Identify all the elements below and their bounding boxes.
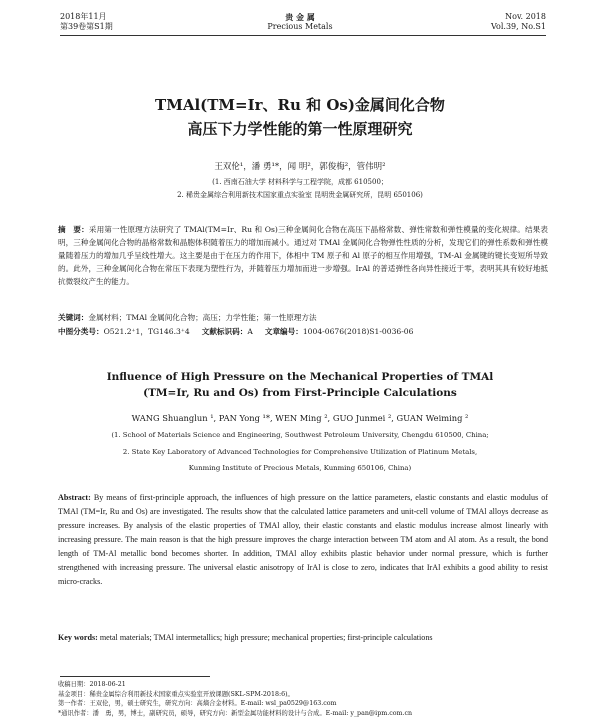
affiliation-cn-1: (1. 西南石油大学 材料科学与工程学院，成都 610500； [212,178,388,186]
journal-name-cn: 贵 金 属 [285,12,315,22]
abstract-cn [58,223,548,288]
abstract-en-text: By means of first-principle approach, the influences of high pressure on the lattice parameters, elastic constants and elastic modulus of TMAl (TM=Ir, Ru and Os) are investigated. The results show that the calculated lattice parameters and unit-cell volume of TMAl alloys decrease as pressure increases. By analysis of the elastic properties of TMAl alloy, their elastic constants and elastic modulus increase almost linearly with increasing pressure. The main reason is that the high pressure improves the charge interaction between TM atom and Al atom. As a result, the bond length of TM-Al metallic bond becomes shorter. In addition, TMAl alloy exhibits plastic behavior under normal pressure, which is further strengthened with increasing pressure. The universal elastic anisotropy of IrAl is close to zero, indicates that IrAl exhibits a good ability to resist micro-cracks. [58,493,548,586]
article-no-label: 文章编号： [264,327,303,336]
keywords-en-label: Key words: [58,633,98,642]
title-en-line2: (TM=Ir, Ru and Os) from First-Principle Calculations [143,387,457,399]
header-rule [60,35,546,36]
abstract-en-label: Abstract: [58,493,91,502]
header-date: 2018年11月 [60,12,107,21]
keywords-cn [58,311,548,324]
title-cn-line2: 高压下力学性能的第一性原理研究 [187,120,413,138]
footnote-received: 收稿日期：2018-06-21 [58,681,126,688]
header-date-en: Nov. 2018 [505,12,546,21]
header-volume: 第39卷第S1期 [60,22,113,31]
keywords-en-text: metal materials; TMAl intermetallics; high pressure; mechanical properties; first-principle calculations [99,633,433,642]
title-cn-line1: TMAl(TM=Ir、Ru 和 Os)金属间化合物 [155,96,445,114]
abstract-en [58,491,548,589]
classification-cn [58,325,548,338]
keywords-cn-text: 金属材料；TMAl 金属间化合物；高压；力学性能；第一性原理方法 [88,313,317,322]
title-en-line1: Influence of High Pressure on the Mechanical Properties of TMAl [106,371,494,383]
keywords-en [58,631,548,645]
footnote-rule [60,676,210,677]
doc-code-value: A [247,327,253,336]
clc-value: O521.2⁺1，TG146.3⁺4 [103,327,190,336]
journal-name-en: Precious Metals [267,22,333,31]
doc-code-label: 文献标识码： [201,327,248,336]
header-right [491,12,546,32]
affiliation-en-3: Kunming Institute of Precious Metals, Kunming 650106, China) [188,464,412,472]
article-no-value: 1004-0676(2018)S1-0036-06 [302,327,414,336]
affiliation-cn-2: 2. 稀贵金属综合利用新技术国家重点实验室 昆明贵金属研究所，昆明 650106) [177,191,423,199]
footnote-corresponding-author: *通讯作者：潘 勇，男，博士，副研究员，硕导，研究方向：新型金属功能材料的设计与合成。E-mail: y_pan@ipm.com.cn [58,709,413,717]
authors-cn: 王双伦¹，潘 勇¹*，闻 明²，郭俊梅²，管伟明² [214,162,386,172]
clc-label: 中图分类号： [58,327,104,336]
footnote-first-author: 第一作者：王双伦，男，硕士研究生，研究方向：高熵合金材料。E-mail: wsl_pa0529@163.com [58,700,337,707]
affiliation-en-2: 2. State Key Laboratory of Advanced Technologies for Comprehensive Utilization of Platinum Metals, [122,448,478,456]
abstract-cn-label: 摘 要： [58,225,89,234]
header-volume-en: Vol.39, No.S1 [490,22,546,31]
affiliation-en-1: (1. School of Materials Science and Engineering, Southwest Petroleum University, Chengdu 610500, China; [111,431,489,439]
authors-en: WANG Shuanglun ¹, PAN Yong ¹*, WEN Ming ², GUO Junmei ², GUAN Weiming ² [131,413,469,423]
footnotes [58,680,548,718]
footnote-funding: 基金项目：稀贵金属综合利用新技术国家重点实验室开放课题(SKL-SPM-2018:6)。 [58,690,294,698]
abstract-cn-text: 采用第一性原理方法研究了 TMAl(TM=Ir、Ru 和 Os)三种金属间化合物在高压下晶格常数、弹性常数和弹性模量的变化规律。结果表明，三种金属间化合物的晶格常数和晶胞体积随着压力的增加而减小。通过对 TMAl 金属间化合物弹性性质的分析，发现它们的弹性系数和弹性模量随着压力的增加几乎呈线性增大。这主要是由于在压力的作用下，体相中 TM 原子和 Al 原子的相互作用增强，TM-Al 金属键的键长变短所导致的。此外，三种金属间化合物在常压下表现为塑性行为，并随着压力增加而进一步增强。IrAl 的普适弹性各向异性接近于零，表明其具有较好地抵抗微裂纹产生的能力。 [58,225,548,286]
keywords-cn-label: 关键词： [58,313,89,322]
